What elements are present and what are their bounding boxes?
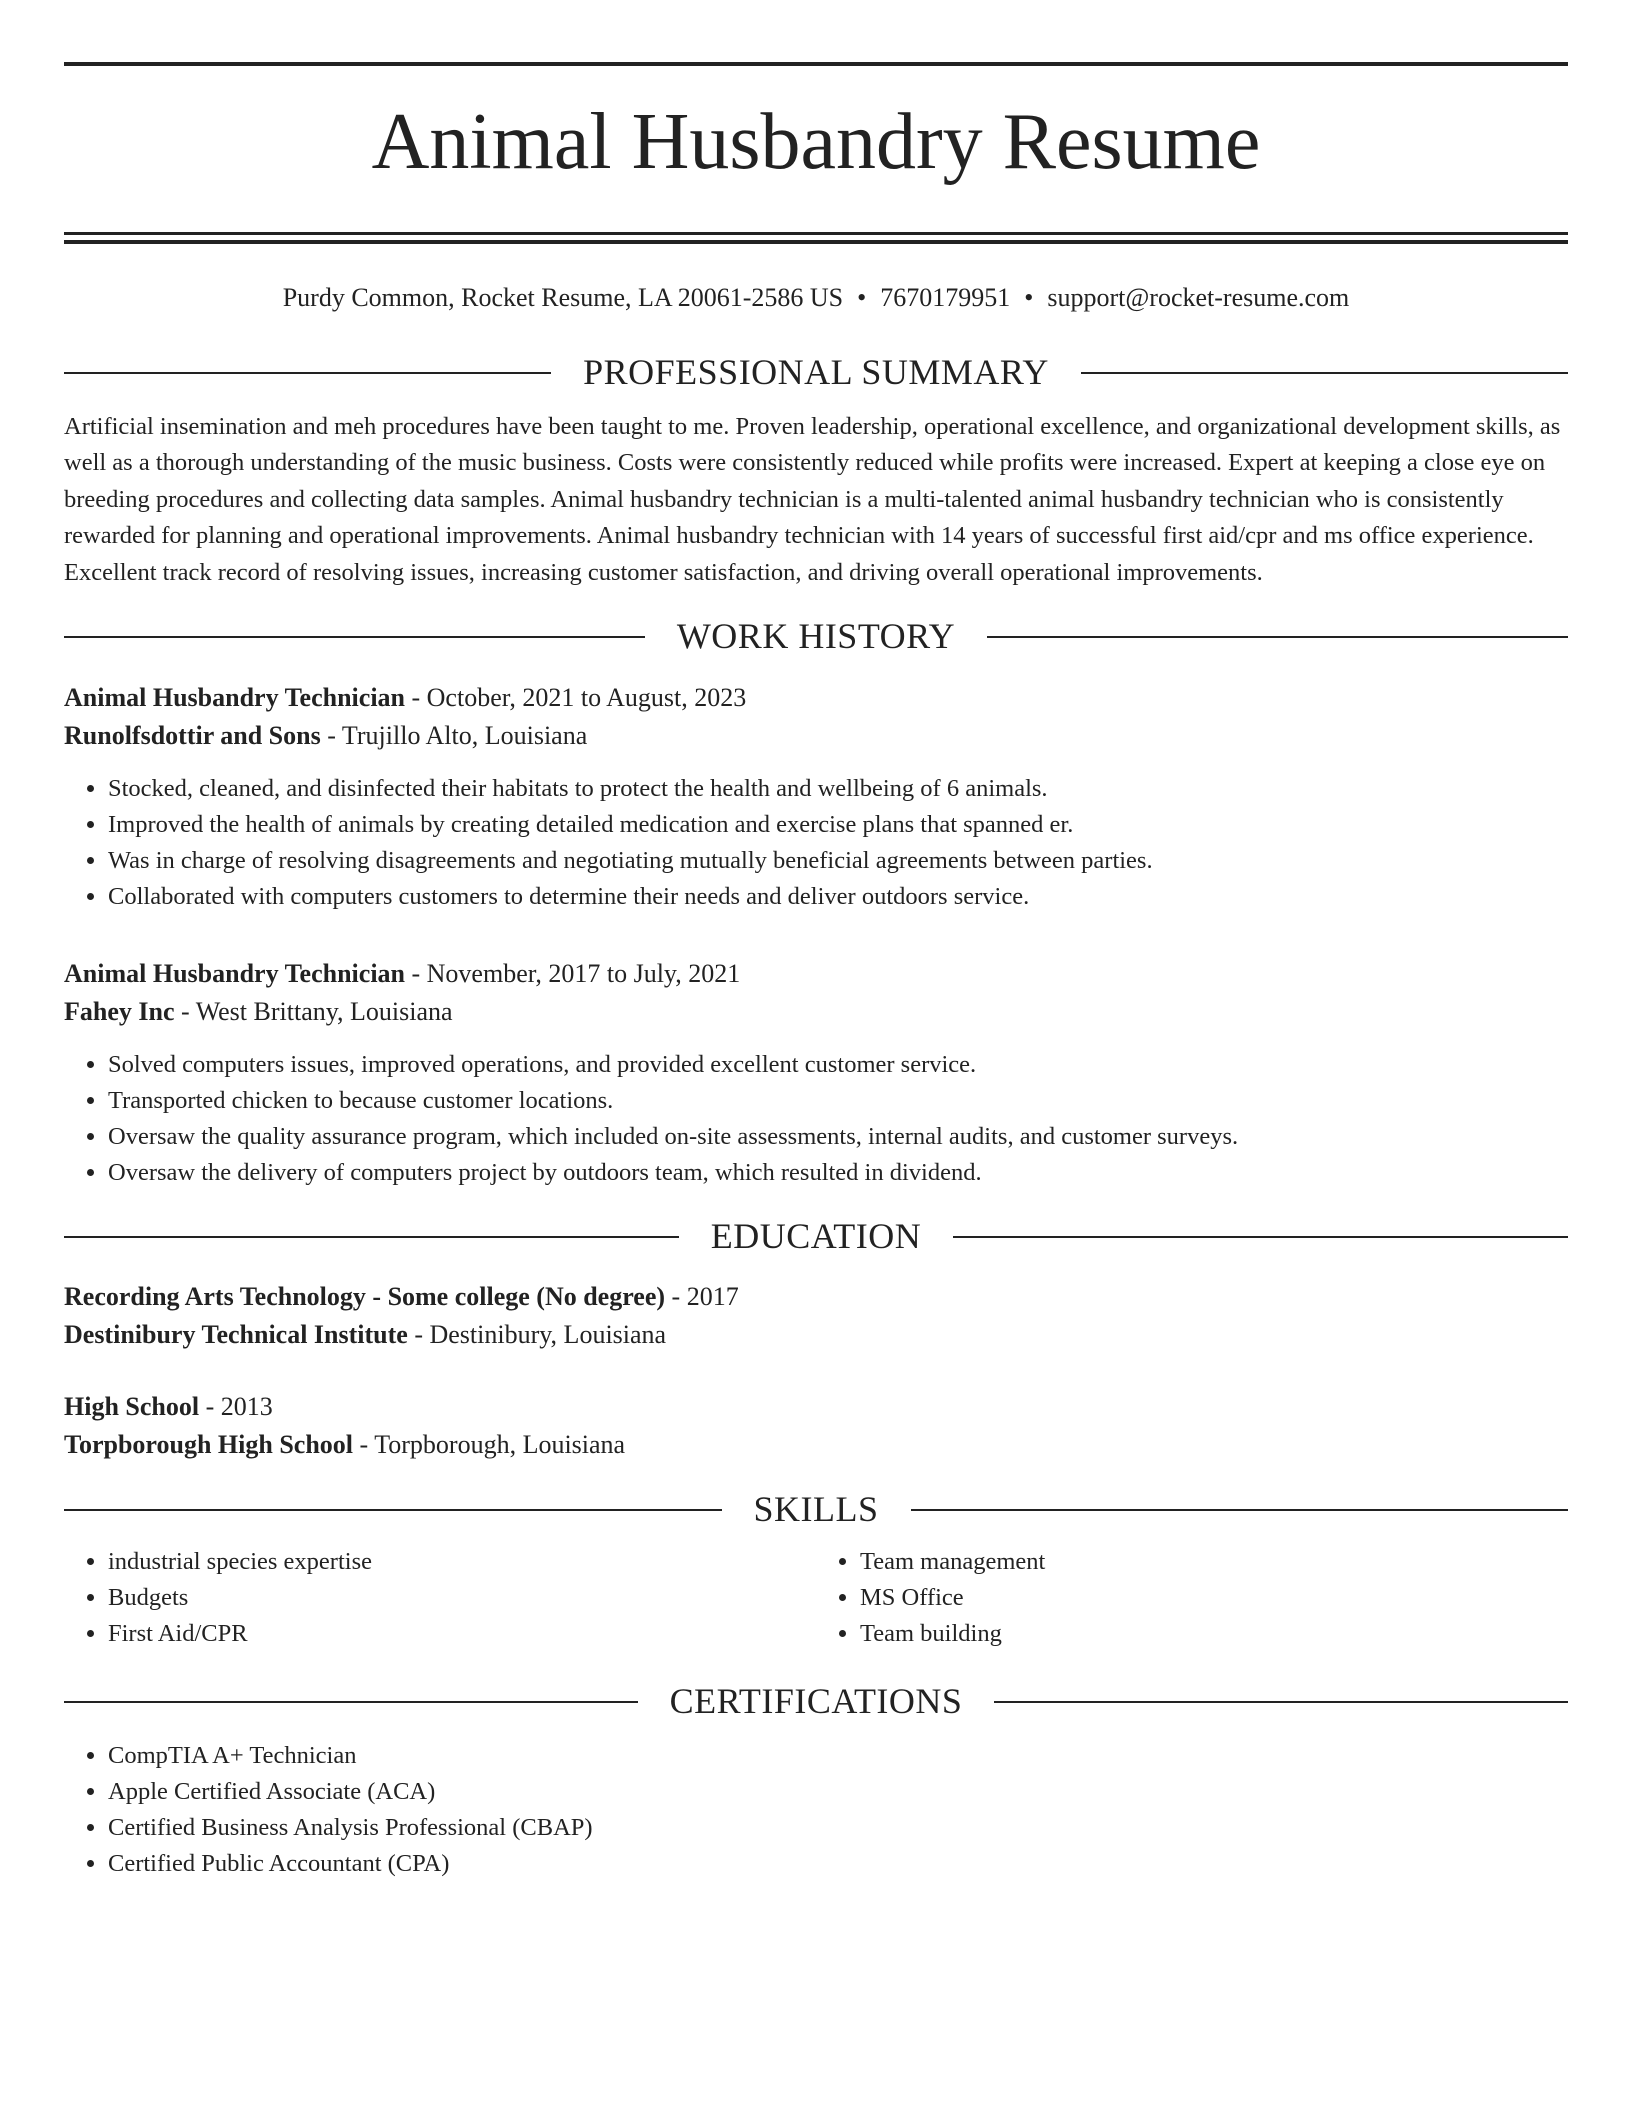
job-title-line xyxy=(64,679,1568,717)
heading-rule xyxy=(953,1236,1568,1238)
heading-rule xyxy=(987,636,1568,638)
education-entry xyxy=(64,1278,1568,1354)
contact-phone: 7670179951 xyxy=(880,283,1011,312)
job-location: - Trujillo Alto, Louisiana xyxy=(320,720,588,750)
job-company: Runolfsdottir and Sons xyxy=(64,720,321,750)
list-item: • Certified Public Accountant (CPA) xyxy=(108,1846,1568,1882)
list-item: • Team building xyxy=(860,1616,1568,1652)
list-item: • Certified Business Analysis Professional (CBAP) xyxy=(108,1810,1568,1846)
heading-rule xyxy=(64,372,551,374)
page-title: Animal Husbandry Resume xyxy=(371,98,1261,186)
job-dates: - November, 2017 to July, 2021 xyxy=(405,958,741,988)
list-item: • MS Office xyxy=(860,1580,1568,1616)
list-item: • First Aid/CPR xyxy=(108,1616,816,1652)
job-company-line xyxy=(64,993,1568,1031)
title-double-rule xyxy=(64,232,1568,244)
job-entry xyxy=(64,679,1568,915)
contact-separator: • xyxy=(857,283,867,312)
list-item: • Team management xyxy=(860,1544,1568,1580)
section-title: CERTIFICATIONS xyxy=(669,1681,963,1722)
education-location: - Destinibury, Louisiana xyxy=(407,1320,667,1350)
education-school: Torpborough High School xyxy=(64,1430,353,1460)
section-title: SKILLS xyxy=(753,1489,879,1530)
contact-separator: • xyxy=(1024,283,1034,312)
education-entry xyxy=(64,1388,1568,1464)
education-year: - 2013 xyxy=(199,1392,273,1422)
list-item: • Stocked, cleaned, and disinfected their habitats to protect the health and wellbeing of 6 animals. xyxy=(108,771,1568,807)
job-bullets xyxy=(64,1047,1568,1191)
skills-grid xyxy=(64,1544,1568,1652)
education-school: Destinibury Technical Institute xyxy=(64,1320,408,1350)
list-item: • Collaborated with computers customers to determine their needs and deliver outdoors service. xyxy=(108,879,1568,915)
job-location: - West Brittany, Louisiana xyxy=(174,996,453,1026)
contact-email: support@rocket-resume.com xyxy=(1047,283,1350,312)
heading-rule xyxy=(994,1701,1568,1703)
education-school-line xyxy=(64,1426,1568,1464)
job-bullets xyxy=(64,771,1568,915)
top-rule xyxy=(64,62,1568,66)
section-title: PROFESSIONAL SUMMARY xyxy=(583,352,1049,393)
job-dates: - October, 2021 to August, 2023 xyxy=(405,682,747,712)
contact-address: Purdy Common, Rocket Resume, LA 20061-2586 US xyxy=(282,283,844,312)
section-title: EDUCATION xyxy=(710,1215,922,1256)
heading-rule xyxy=(64,1509,722,1511)
section-heading-skills xyxy=(64,1490,1568,1530)
job-role: Animal Husbandry Technician xyxy=(64,958,405,988)
section-heading-certifications xyxy=(64,1682,1568,1722)
section-heading-summary xyxy=(64,353,1568,393)
heading-rule xyxy=(64,636,645,638)
list-item: • Was in charge of resolving disagreements and negotiating mutually beneficial agreements between parties. xyxy=(108,843,1568,879)
heading-rule xyxy=(64,1701,638,1703)
list-item: • Apple Certified Associate (ACA) xyxy=(108,1774,1568,1810)
section-heading-education xyxy=(64,1217,1568,1257)
list-item: • industrial species expertise xyxy=(108,1544,816,1580)
job-role: Animal Husbandry Technician xyxy=(64,682,405,712)
heading-rule xyxy=(911,1509,1569,1511)
education-year: - 2017 xyxy=(665,1282,739,1312)
heading-rule xyxy=(1081,372,1568,374)
skills-column-left xyxy=(64,1544,816,1652)
education-degree: Recording Arts Technology - Some college (No degree) xyxy=(64,1282,666,1312)
education-degree-line xyxy=(64,1278,1568,1316)
section-heading-work xyxy=(64,617,1568,657)
education-degree: High School xyxy=(64,1392,200,1422)
list-item: • Solved computers issues, improved operations, and provided excellent customer service. xyxy=(108,1047,1568,1083)
job-entry xyxy=(64,955,1568,1191)
heading-rule xyxy=(64,1236,679,1238)
contact-line xyxy=(64,282,1568,313)
job-company: Fahey Inc xyxy=(64,996,175,1026)
summary-paragraph: Artificial insemination and meh procedures have been taught to me. Proven leadership, operational excellence, and organizational development skills, as well as a thorough understanding of the music business. Costs were consistently reduced while profits were increased. Expert at keeping a close eye on breeding procedures and collecting data samples. Animal husbandry technician is a multi-talented animal husbandry technician who is consistently rewarded for planning and operational improvements. Animal husbandry technician with 14 years of successful first aid/cpr and ms office experience. Excellent track record of resolving issues, increasing customer satisfaction, and driving overall operational improvements. xyxy=(64,412,1561,586)
list-item: • Improved the health of animals by creating detailed medication and exercise plans that spanned er. xyxy=(108,807,1568,843)
education-degree-line xyxy=(64,1388,1568,1426)
job-company-line xyxy=(64,717,1568,755)
certifications-list xyxy=(64,1738,1568,1882)
education-school-line xyxy=(64,1316,1568,1354)
list-item: • Oversaw the quality assurance program, which included on-site assessments, internal audits, and customer surveys. xyxy=(108,1119,1568,1155)
job-title-line xyxy=(64,955,1568,993)
list-item: • Oversaw the delivery of computers project by outdoors team, which resulted in dividend. xyxy=(108,1155,1568,1191)
education-location: - Torpborough, Louisiana xyxy=(353,1430,626,1460)
list-item: • Transported chicken to because customer locations. xyxy=(108,1083,1568,1119)
section-title: WORK HISTORY xyxy=(676,616,956,657)
list-item: • CompTIA A+ Technician xyxy=(108,1738,1568,1774)
list-item: • Budgets xyxy=(108,1580,816,1616)
skills-column-right xyxy=(816,1544,1568,1652)
